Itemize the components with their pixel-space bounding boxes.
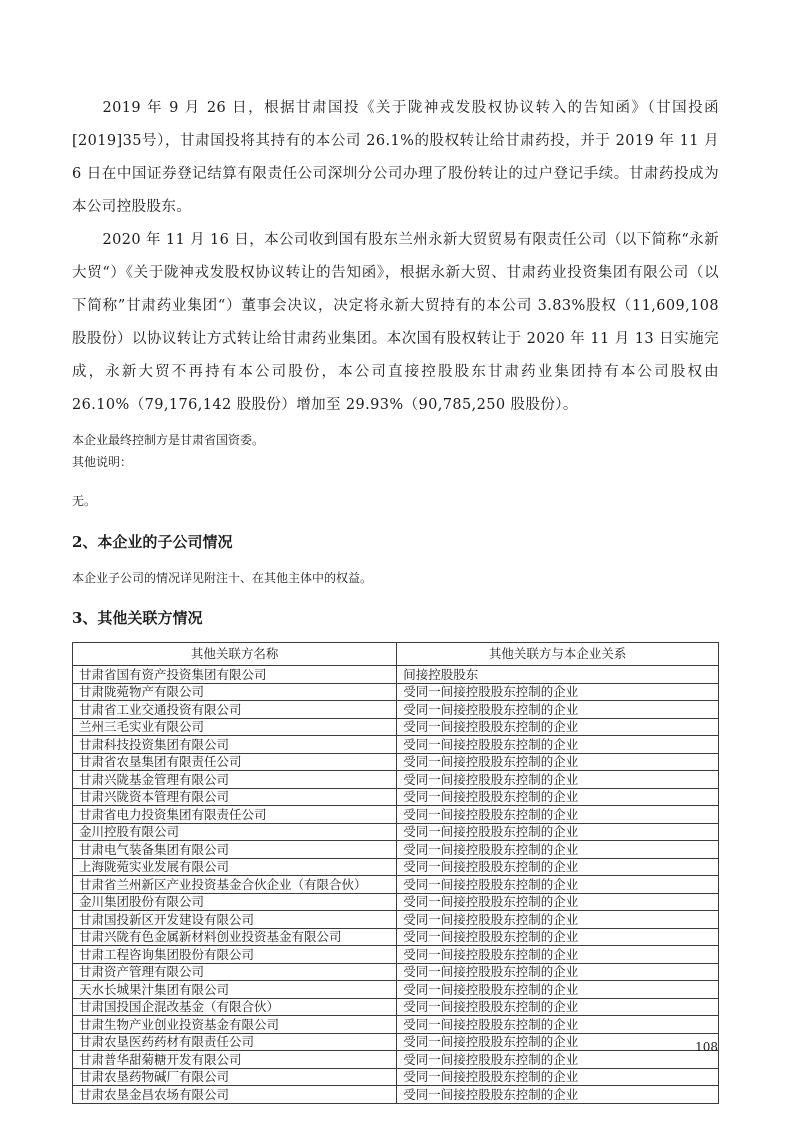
related-party-name-cell: 甘肃国投国企混改基金（有限合伙） (73, 998, 397, 1016)
related-party-name-cell: 天水长城果汁集团有限公司 (73, 981, 397, 999)
relationship-cell: 受同一间接控股股东控制的企业 (397, 736, 719, 754)
related-party-table (72, 642, 719, 1104)
related-party-name-cell: 甘肃兴陇基金管理有限公司 (73, 771, 397, 789)
table-row (73, 701, 719, 719)
table-row (73, 823, 719, 841)
relationship-cell: 受同一间接控股股东控制的企业 (397, 788, 719, 806)
related-party-name-cell: 甘肃资产管理有限公司 (73, 963, 397, 981)
relationship-cell: 受同一间接控股股东控制的企业 (397, 876, 719, 894)
related-party-name-cell: 甘肃农垦金昌农场有限公司 (73, 1086, 397, 1104)
related-party-name-cell: 甘肃省工业交通投资有限公司 (73, 701, 397, 719)
table-row (73, 806, 719, 824)
related-party-name-cell: 甘肃科技投资集团有限公司 (73, 736, 397, 754)
table-header-row (73, 643, 719, 666)
table-row (73, 771, 719, 789)
table-row (73, 1033, 719, 1051)
column-header-related-party-name: 其他关联方名称 (73, 643, 397, 666)
note-ultimate-controller: 本企业最终控制方是甘肃省国资委。 (72, 433, 265, 447)
table-row (73, 1086, 719, 1104)
section-body-subsidiaries: 本企业子公司的情况详见附注十、在其他主体中的权益。 (72, 571, 373, 585)
table-row (73, 718, 719, 736)
table-row (73, 1051, 719, 1069)
paragraph-equity-transfer-2019: 2019 年 9 月 26 日，根据甘肃国投《关于陇神戎发股权协议转入的告知函》（甘国投函[2019]35号），甘肃国投将其持有的本公司 26.1%的股权转让给甘肃药投，并于 2019 年 11 月 6 日在中国证券登记结算有限责任公司深圳分公司办理了股份转让的过户登记手续。甘肃药投成为本公司控股股东。 (72, 100, 719, 215)
page-number: 108 (695, 1040, 718, 1054)
page-content (72, 92, 719, 1104)
relationship-cell: 受同一间接控股股东控制的企业 (397, 1016, 719, 1034)
related-party-name-cell: 甘肃国投新区开发建设有限公司 (73, 911, 397, 929)
relationship-cell: 受同一间接控股股东控制的企业 (397, 928, 719, 946)
table-row (73, 998, 719, 1016)
related-party-name-cell: 甘肃兴陇资本管理有限公司 (73, 788, 397, 806)
table-row (73, 736, 719, 754)
paragraph-equity-transfer-2020: 2020 年 11 月 16 日，本公司收到国有股东兰州永新大贸贸易有限责任公司（以下简称“永新大贸“）《关于陇神戎发股权协议转让的告知函》，根据永新大贸、甘肃药业投资集团有限公司（以下简称”甘肃药业集团“）董事会决议，决定将永新大贸持有的本公司 3.83%股权（11,609,108 股股份）以协议转让方式转让给甘肃药业集团。本次国有股权转让于 2020 年 11 月 13 日实施完成，永新大贸不再持有本公司股份，本公司直接控股股东甘肃药业集团持有本公司股权由 26.10%（79,176,142 股股份）增加至 29.93%（90,785,250 股股份）。 (72, 232, 719, 413)
related-party-name-cell: 金川集团股份有限公司 (73, 893, 397, 911)
relationship-cell: 受同一间接控股股东控制的企业 (397, 981, 719, 999)
relationship-cell: 受同一间接控股股东控制的企业 (397, 771, 719, 789)
relationship-cell: 受同一间接控股股东控制的企业 (397, 858, 719, 876)
relationship-cell: 受同一间接控股股东控制的企业 (397, 753, 719, 771)
related-party-name-cell: 兰州三毛实业有限公司 (73, 718, 397, 736)
table-row (73, 1016, 719, 1034)
relationship-cell: 受同一间接控股股东控制的企业 (397, 1068, 719, 1086)
related-party-name-cell: 金川控股有限公司 (73, 823, 397, 841)
relationship-cell: 受同一间接控股股东控制的企业 (397, 683, 719, 701)
table-row (73, 981, 719, 999)
relationship-cell: 受同一间接控股股东控制的企业 (397, 998, 719, 1016)
table-row (73, 911, 719, 929)
table-row (73, 683, 719, 701)
relationship-cell: 受同一间接控股股东控制的企业 (397, 806, 719, 824)
table-row (73, 753, 719, 771)
relationship-cell: 受同一间接控股股东控制的企业 (397, 893, 719, 911)
section-heading-subsidiaries: 2、本企业的子公司情况 (72, 533, 233, 551)
section-heading-related-parties: 3、其他关联方情况 (72, 609, 203, 627)
relationship-cell: 间接控股股东 (397, 666, 719, 684)
relationship-cell: 受同一间接控股股东控制的企业 (397, 1051, 719, 1069)
column-header-relationship: 其他关联方与本企业关系 (397, 643, 719, 666)
relationship-cell: 受同一间接控股股东控制的企业 (397, 841, 719, 859)
table-row (73, 788, 719, 806)
related-party-name-cell: 甘肃陇菀物产有限公司 (73, 683, 397, 701)
relationship-cell: 受同一间接控股股东控制的企业 (397, 718, 719, 736)
relationship-cell: 受同一间接控股股东控制的企业 (397, 701, 719, 719)
relationship-cell: 受同一间接控股股东控制的企业 (397, 1086, 719, 1104)
table-row (73, 1068, 719, 1086)
table-row (73, 858, 719, 876)
related-party-name-cell: 甘肃普华甜菊糖开发有限公司 (73, 1051, 397, 1069)
related-party-name-cell: 甘肃工程咨询集团股份有限公司 (73, 946, 397, 964)
relationship-cell: 受同一间接控股股东控制的企业 (397, 823, 719, 841)
related-party-name-cell: 甘肃农垦医药药材有限责任公司 (73, 1033, 397, 1051)
table-row (73, 946, 719, 964)
related-party-name-cell: 甘肃省国有资产投资集团有限公司 (73, 666, 397, 684)
related-party-name-cell: 甘肃生物产业创业投资基金有限公司 (73, 1016, 397, 1034)
table-row (73, 893, 719, 911)
relationship-cell: 受同一间接控股股东控制的企业 (397, 963, 719, 981)
note-other-label: 其他说明： (72, 455, 133, 469)
table-row (73, 928, 719, 946)
note-other-value: 无。 (72, 494, 97, 508)
relationship-cell: 受同一间接控股股东控制的企业 (397, 946, 719, 964)
relationship-cell: 受同一间接控股股东控制的企业 (397, 911, 719, 929)
related-party-name-cell: 甘肃省电力投资集团有限责任公司 (73, 806, 397, 824)
table-row (73, 876, 719, 894)
related-party-name-cell: 甘肃兴陇有色金属新材料创业投资基金有限公司 (73, 928, 397, 946)
related-party-name-cell: 甘肃农垦药物碱厂有限公司 (73, 1068, 397, 1086)
table-row (73, 666, 719, 684)
table-row (73, 841, 719, 859)
related-party-table-head (73, 643, 719, 666)
related-party-name-cell: 甘肃省农垦集团有限责任公司 (73, 753, 397, 771)
related-party-name-cell: 甘肃电气装备集团有限公司 (73, 841, 397, 859)
related-party-name-cell: 上海陇菀实业发展有限公司 (73, 858, 397, 876)
table-row (73, 963, 719, 981)
related-party-name-cell: 甘肃省兰州新区产业投资基金合伙企业（有限合伙） (73, 876, 397, 894)
related-party-table-body (73, 666, 719, 1104)
relationship-cell: 受同一间接控股股东控制的企业 (397, 1033, 719, 1051)
